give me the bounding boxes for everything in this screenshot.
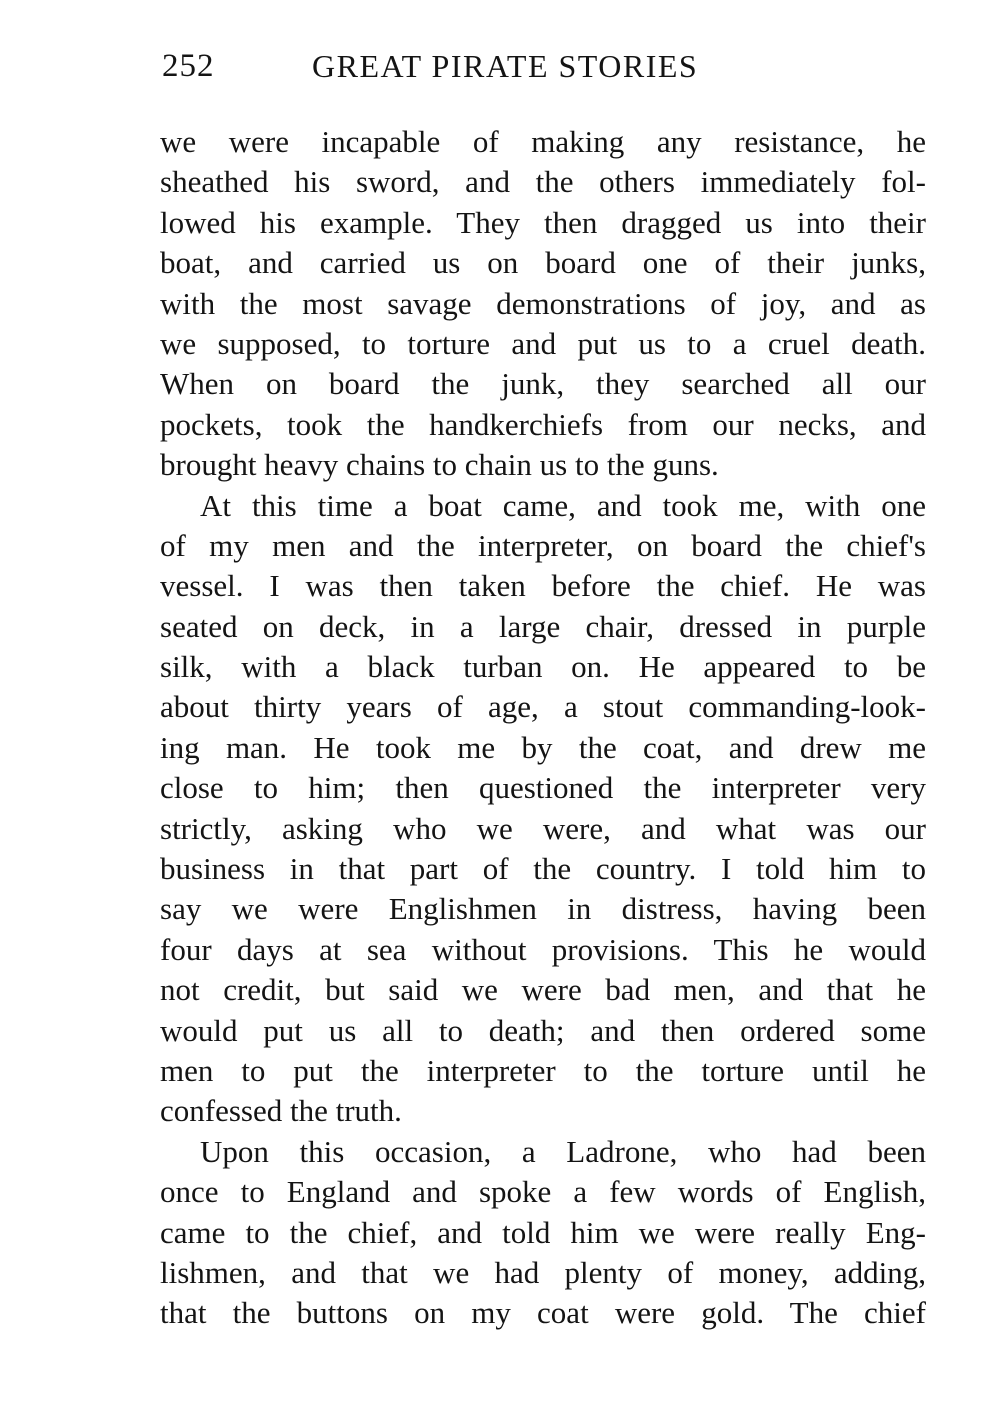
page-number: 252 — [162, 48, 215, 84]
page-header — [162, 48, 932, 92]
text-line: say we were Englishmen in distress, having been — [160, 891, 926, 927]
text-line: would put us all to death; and then ordered some — [160, 1012, 926, 1048]
text-line: sheathed his sword, and the others immediately fol- — [160, 164, 926, 200]
text-line: about thirty years of age, a stout commanding-look- — [160, 689, 926, 725]
text-line: came to the chief, and told him we were really Eng- — [160, 1214, 926, 1250]
text-line: that the buttons on my coat were gold. The chief — [160, 1295, 926, 1331]
text-line: Upon this occasion, a Ladrone, who had been — [200, 1133, 926, 1169]
text-line: men to put the interpreter to the torture until he — [160, 1052, 926, 1088]
text-line: brought heavy chains to chain us to the guns. — [160, 447, 719, 483]
text-line: we supposed, to torture and put us to a cruel death. — [160, 325, 926, 361]
text-line: not credit, but said we were bad men, and that he — [160, 972, 926, 1008]
text-line: we were incapable of making any resistance, he — [160, 124, 926, 159]
text-line: lowed his example. They then dragged us into their — [160, 204, 926, 240]
text-line: At this time a boat came, and took me, with one — [200, 487, 926, 523]
text-line: four days at sea without provisions. This he would — [160, 931, 926, 967]
text-line: silk, with a black turban on. He appeared to be — [160, 649, 926, 685]
text-line: lishmen, and that we had plenty of money, adding, — [160, 1254, 926, 1290]
text-line: ing man. He took me by the coat, and drew me — [160, 729, 926, 765]
text-line: of my men and the interpreter, on board the chief's — [160, 527, 926, 563]
text-line: close to him; then questioned the interpreter very — [160, 770, 926, 806]
text-line: seated on deck, in a large chair, dressed in purple — [160, 608, 926, 644]
running-title: GREAT PIRATE STORIES — [312, 48, 699, 84]
text-line: When on board the junk, they searched all our — [160, 366, 926, 402]
text-line: once to England and spoke a few words of English, — [160, 1174, 926, 1210]
text-line: boat, and carried us on board one of their junks, — [160, 245, 926, 281]
body-text — [160, 122, 926, 1334]
text-line: strictly, asking who we were, and what was our — [160, 810, 926, 846]
text-line: pockets, took the handkerchiefs from our necks, and — [160, 406, 926, 442]
text-line: business in that part of the country. I told him to — [160, 851, 926, 887]
text-line: confessed the truth. — [160, 1093, 402, 1129]
text-line: vessel. I was then taken before the chief. He was — [160, 568, 926, 604]
text-line: with the most savage demonstrations of joy, and as — [160, 285, 926, 321]
